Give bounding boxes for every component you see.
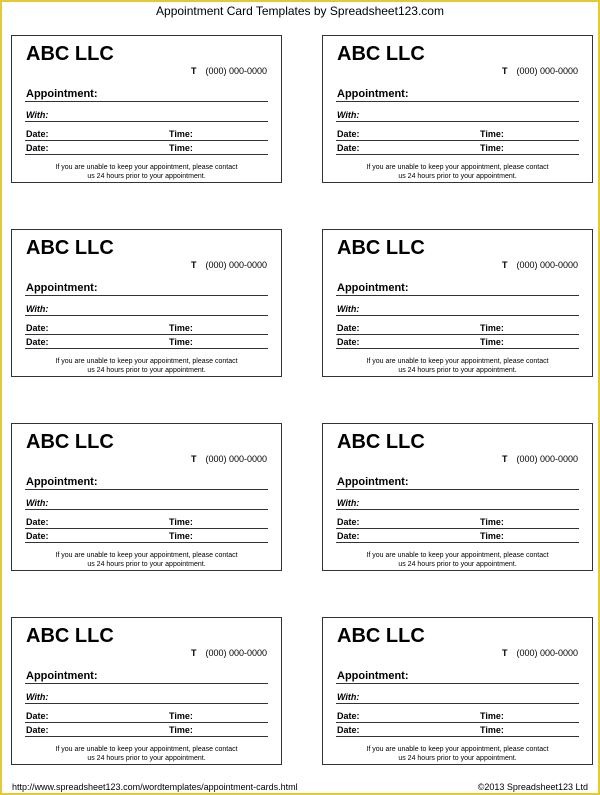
company-name: ABC LLC <box>337 237 425 259</box>
appointment-field[interactable] <box>336 476 579 490</box>
with-label: With: <box>337 110 360 120</box>
date-time-row[interactable] <box>25 142 268 155</box>
date-label: Date: <box>337 517 360 527</box>
appointment-card <box>11 35 282 183</box>
note-line: If you are unable to keep your appointment, please contact <box>366 552 549 559</box>
note-line: If you are unable to keep your appointment, please contact <box>366 358 549 365</box>
appointment-field[interactable] <box>336 670 579 684</box>
time-label: Time: <box>480 337 504 347</box>
phone-prefix: T <box>190 260 197 270</box>
phone-number: (000) 000-0000 <box>205 648 267 658</box>
appointment-card <box>11 229 282 377</box>
note-line: us 24 hours prior to your appointment. <box>87 561 206 568</box>
appointment-label: Appointment: <box>26 670 98 682</box>
time-label: Time: <box>169 517 193 527</box>
company-name: ABC LLC <box>26 431 114 453</box>
cancellation-note <box>333 163 582 181</box>
phone-line <box>191 648 267 658</box>
appointment-field[interactable] <box>25 670 268 684</box>
with-field[interactable] <box>336 108 579 122</box>
with-label: With: <box>26 304 49 314</box>
date-time-row[interactable] <box>336 336 579 349</box>
cancellation-note <box>22 357 271 375</box>
with-field[interactable] <box>25 302 268 316</box>
note-line: us 24 hours prior to your appointment. <box>398 367 517 374</box>
phone-number: (000) 000-0000 <box>205 260 267 270</box>
page-title: Appointment Card Templates by Spreadsheet123.com <box>156 4 444 18</box>
phone-number: (000) 000-0000 <box>516 66 578 76</box>
date-label: Date: <box>26 323 49 333</box>
phone-prefix: T <box>501 648 508 658</box>
date-label: Date: <box>26 725 49 735</box>
note-line: us 24 hours prior to your appointment. <box>398 755 517 762</box>
appointment-label: Appointment: <box>337 88 409 100</box>
appointment-card <box>11 423 282 571</box>
date-label: Date: <box>337 323 360 333</box>
phone-prefix: T <box>190 454 197 464</box>
company-name: ABC LLC <box>337 625 425 647</box>
date-label: Date: <box>26 517 49 527</box>
time-label: Time: <box>169 711 193 721</box>
time-label: Time: <box>480 323 504 333</box>
company-name: ABC LLC <box>26 43 114 65</box>
with-label: With: <box>337 304 360 314</box>
appointment-label: Appointment: <box>26 476 98 488</box>
note-line: If you are unable to keep your appointment, please contact <box>55 358 238 365</box>
cancellation-note <box>333 357 582 375</box>
phone-line <box>191 66 267 76</box>
phone-number: (000) 000-0000 <box>516 454 578 464</box>
time-label: Time: <box>169 143 193 153</box>
cancellation-note <box>333 745 582 763</box>
with-field[interactable] <box>25 108 268 122</box>
date-label: Date: <box>337 531 360 541</box>
with-label: With: <box>26 110 49 120</box>
time-label: Time: <box>169 323 193 333</box>
phone-line <box>191 454 267 464</box>
appointment-card <box>322 617 593 765</box>
appointment-label: Appointment: <box>337 282 409 294</box>
note-line: If you are unable to keep your appointment, please contact <box>366 746 549 753</box>
phone-line <box>502 260 578 270</box>
time-label: Time: <box>480 725 504 735</box>
note-line: If you are unable to keep your appointment, please contact <box>55 746 238 753</box>
appointment-field[interactable] <box>25 88 268 102</box>
appointment-field[interactable] <box>336 88 579 102</box>
phone-line <box>502 648 578 658</box>
appointment-label: Appointment: <box>337 670 409 682</box>
with-field[interactable] <box>336 496 579 510</box>
date-label: Date: <box>26 711 49 721</box>
date-time-row[interactable] <box>25 322 268 335</box>
time-label: Time: <box>480 711 504 721</box>
note-line: If you are unable to keep your appointment, please contact <box>55 164 238 171</box>
company-name: ABC LLC <box>26 625 114 647</box>
with-label: With: <box>26 498 49 508</box>
appointment-field[interactable] <box>25 282 268 296</box>
footer-copyright: ©2013 Spreadsheet123 Ltd <box>477 782 588 792</box>
note-line: us 24 hours prior to your appointment. <box>87 755 206 762</box>
date-time-row[interactable] <box>25 516 268 529</box>
cancellation-note <box>22 163 271 181</box>
note-line: us 24 hours prior to your appointment. <box>87 367 206 374</box>
date-time-row[interactable] <box>25 128 268 141</box>
with-label: With: <box>26 692 49 702</box>
date-label: Date: <box>337 143 360 153</box>
date-time-row[interactable] <box>336 516 579 529</box>
date-label: Date: <box>26 129 49 139</box>
note-line: us 24 hours prior to your appointment. <box>398 173 517 180</box>
appointment-label: Appointment: <box>337 476 409 488</box>
appointment-card <box>322 423 593 571</box>
phone-number: (000) 000-0000 <box>205 66 267 76</box>
time-label: Time: <box>169 337 193 347</box>
cancellation-note <box>333 551 582 569</box>
appointment-field[interactable] <box>25 476 268 490</box>
time-label: Time: <box>480 531 504 541</box>
phone-prefix: T <box>501 260 508 270</box>
date-time-row[interactable] <box>336 322 579 335</box>
with-field[interactable] <box>336 690 579 704</box>
phone-prefix: T <box>501 66 508 76</box>
date-label: Date: <box>26 337 49 347</box>
appointment-field[interactable] <box>336 282 579 296</box>
date-time-row[interactable] <box>25 530 268 543</box>
phone-line <box>191 260 267 270</box>
date-time-row[interactable] <box>336 142 579 155</box>
with-field[interactable] <box>25 690 268 704</box>
appointment-card <box>11 617 282 765</box>
note-line: If you are unable to keep your appointment, please contact <box>55 552 238 559</box>
time-label: Time: <box>169 725 193 735</box>
date-label: Date: <box>337 711 360 721</box>
phone-number: (000) 000-0000 <box>516 260 578 270</box>
phone-prefix: T <box>501 454 508 464</box>
date-time-row[interactable] <box>336 530 579 543</box>
phone-line <box>502 454 578 464</box>
time-label: Time: <box>169 531 193 541</box>
phone-number: (000) 000-0000 <box>516 648 578 658</box>
phone-prefix: T <box>190 66 197 76</box>
with-field[interactable] <box>336 302 579 316</box>
cancellation-note <box>22 551 271 569</box>
company-name: ABC LLC <box>337 431 425 453</box>
note-line: If you are unable to keep your appointment, please contact <box>366 164 549 171</box>
phone-line <box>502 66 578 76</box>
phone-prefix: T <box>190 648 197 658</box>
company-name: ABC LLC <box>26 237 114 259</box>
with-label: With: <box>337 692 360 702</box>
phone-number: (000) 000-0000 <box>205 454 267 464</box>
date-label: Date: <box>337 337 360 347</box>
company-name: ABC LLC <box>337 43 425 65</box>
appointment-card <box>322 35 593 183</box>
footer-url[interactable]: http://www.spreadsheet123.com/wordtemplates/appointment-cards.html <box>12 782 298 792</box>
date-label: Date: <box>337 129 360 139</box>
with-field[interactable] <box>25 496 268 510</box>
time-label: Time: <box>480 517 504 527</box>
date-time-row[interactable] <box>25 710 268 723</box>
appointment-card <box>322 229 593 377</box>
date-label: Date: <box>337 725 360 735</box>
date-label: Date: <box>26 531 49 541</box>
appointment-label: Appointment: <box>26 88 98 100</box>
date-time-row[interactable] <box>336 710 579 723</box>
time-label: Time: <box>169 129 193 139</box>
date-time-row[interactable] <box>336 724 579 737</box>
date-time-row[interactable] <box>25 724 268 737</box>
time-label: Time: <box>480 143 504 153</box>
note-line: us 24 hours prior to your appointment. <box>398 561 517 568</box>
time-label: Time: <box>480 129 504 139</box>
note-line: us 24 hours prior to your appointment. <box>87 173 206 180</box>
cancellation-note <box>22 745 271 763</box>
date-label: Date: <box>26 143 49 153</box>
date-time-row[interactable] <box>336 128 579 141</box>
with-label: With: <box>337 498 360 508</box>
date-time-row[interactable] <box>25 336 268 349</box>
appointment-label: Appointment: <box>26 282 98 294</box>
